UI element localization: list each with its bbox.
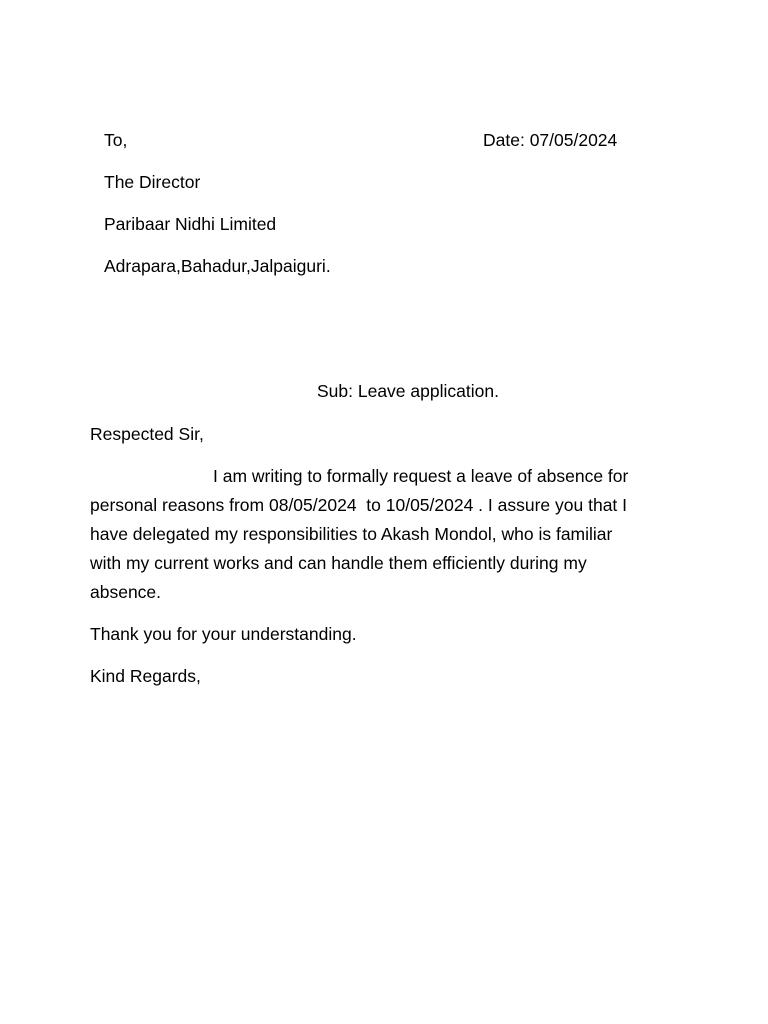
body-line: I am writing to formally request a leave of absence for xyxy=(213,466,629,486)
letter-date: Date: 07/05/2024 xyxy=(483,130,618,150)
recipient-organization: Paribaar Nidhi Limited xyxy=(104,214,277,234)
body-line: with my current works and can handle them efficiently during my xyxy=(90,553,587,573)
recipient-title: The Director xyxy=(104,172,201,192)
letter-closing: Kind Regards, xyxy=(90,666,201,686)
body-line: absence. xyxy=(90,582,162,602)
recipient-address: Adrapara,Bahadur,Jalpaiguri. xyxy=(104,256,331,276)
letter-body xyxy=(90,462,670,607)
letter-thanks: Thank you for your understanding. xyxy=(90,624,357,644)
body-line: personal reasons from 08/05/2024 to 10/05/2024 . I assure you that I xyxy=(90,495,628,515)
to-label: To, xyxy=(104,130,128,150)
letter-subject: Sub: Leave application. xyxy=(317,381,499,401)
body-line: have delegated my responsibilities to Akash Mondol, who is familiar xyxy=(90,524,613,544)
letter-salutation: Respected Sir, xyxy=(90,424,204,444)
